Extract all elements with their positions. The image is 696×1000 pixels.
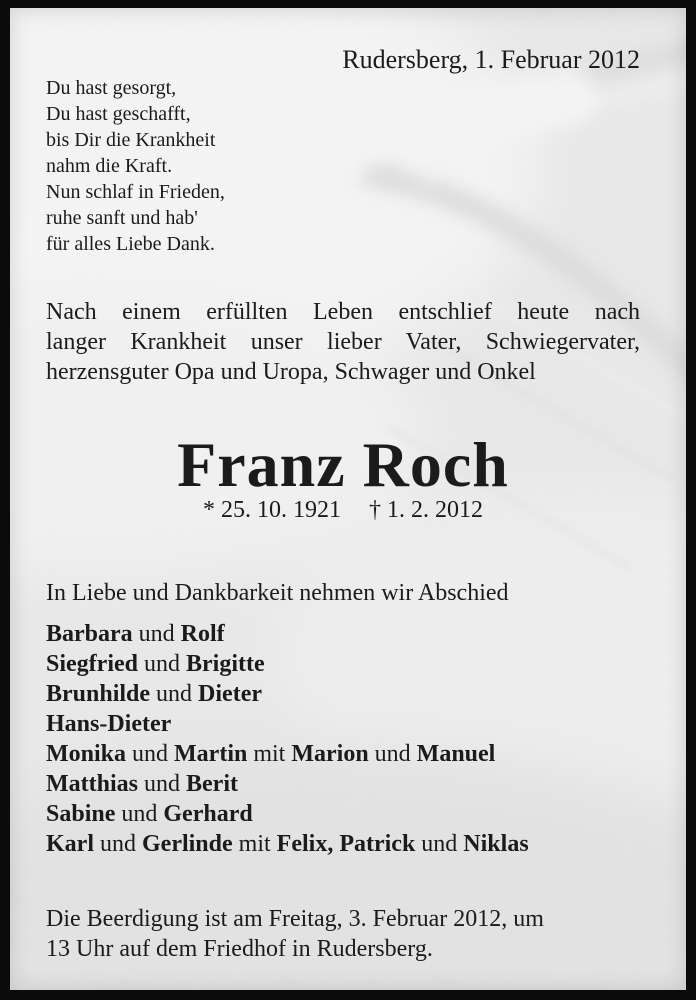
mourner-line: Matthias und Berit [46, 771, 238, 797]
poem-line: nahm die Kraft. [46, 155, 173, 177]
poem-line: Du hast gesorgt, [46, 77, 177, 99]
mourners-list [46, 619, 640, 859]
mourner-line: Barbara und Rolf [46, 621, 225, 647]
poem-line: ruhe sanft und hab' [46, 207, 198, 229]
mourner-line: Hans-Dieter [46, 711, 172, 737]
poem-line: Du hast geschafft, [46, 103, 191, 125]
notice-content [10, 45, 686, 1000]
deceased-name: Franz Roch [177, 429, 509, 500]
poem-line: für alles Liebe Dank. [46, 233, 215, 255]
funeral-line: 13 Uhr auf dem Friedhof in Rudersberg. [46, 936, 433, 962]
death-date: † 1. 2. 2012 [369, 497, 483, 523]
intro-line: Nach einem erfüllten Leben entschlief heute nach [46, 299, 640, 325]
mourner-line: Sabine und Gerhard [46, 801, 253, 827]
mourner-line: Monika und Martin mit Marion und Manuel [46, 741, 496, 767]
intro-paragraph [46, 297, 640, 387]
mourner-line: Brunhilde und Dieter [46, 681, 262, 707]
life-dates [46, 497, 640, 523]
funeral-line: Die Beerdigung ist am Freitag, 3. Februar 2012, um [46, 906, 544, 932]
poem-line: bis Dir die Krankheit [46, 129, 216, 151]
intro-line: herzensguter Opa und Uropa, Schwager und Onkel [46, 359, 536, 385]
poem-line: Nun schlaf in Frieden, [46, 181, 225, 203]
farewell-line: In Liebe und Dankbarkeit nehmen wir Abschied [46, 580, 509, 606]
mourner-line: Karl und Gerlinde mit Felix, Patrick und Niklas [46, 831, 529, 857]
birth-date: * 25. 10. 1921 [203, 497, 341, 523]
intro-line: langer Krankheit unser lieber Vater, Schwiegervater, [46, 329, 640, 355]
funeral-information [46, 904, 640, 964]
memorial-poem [46, 75, 640, 257]
place-and-date-line: Rudersberg, 1. Februar 2012 [342, 45, 640, 74]
mourner-line: Siegfried und Brigitte [46, 651, 265, 677]
